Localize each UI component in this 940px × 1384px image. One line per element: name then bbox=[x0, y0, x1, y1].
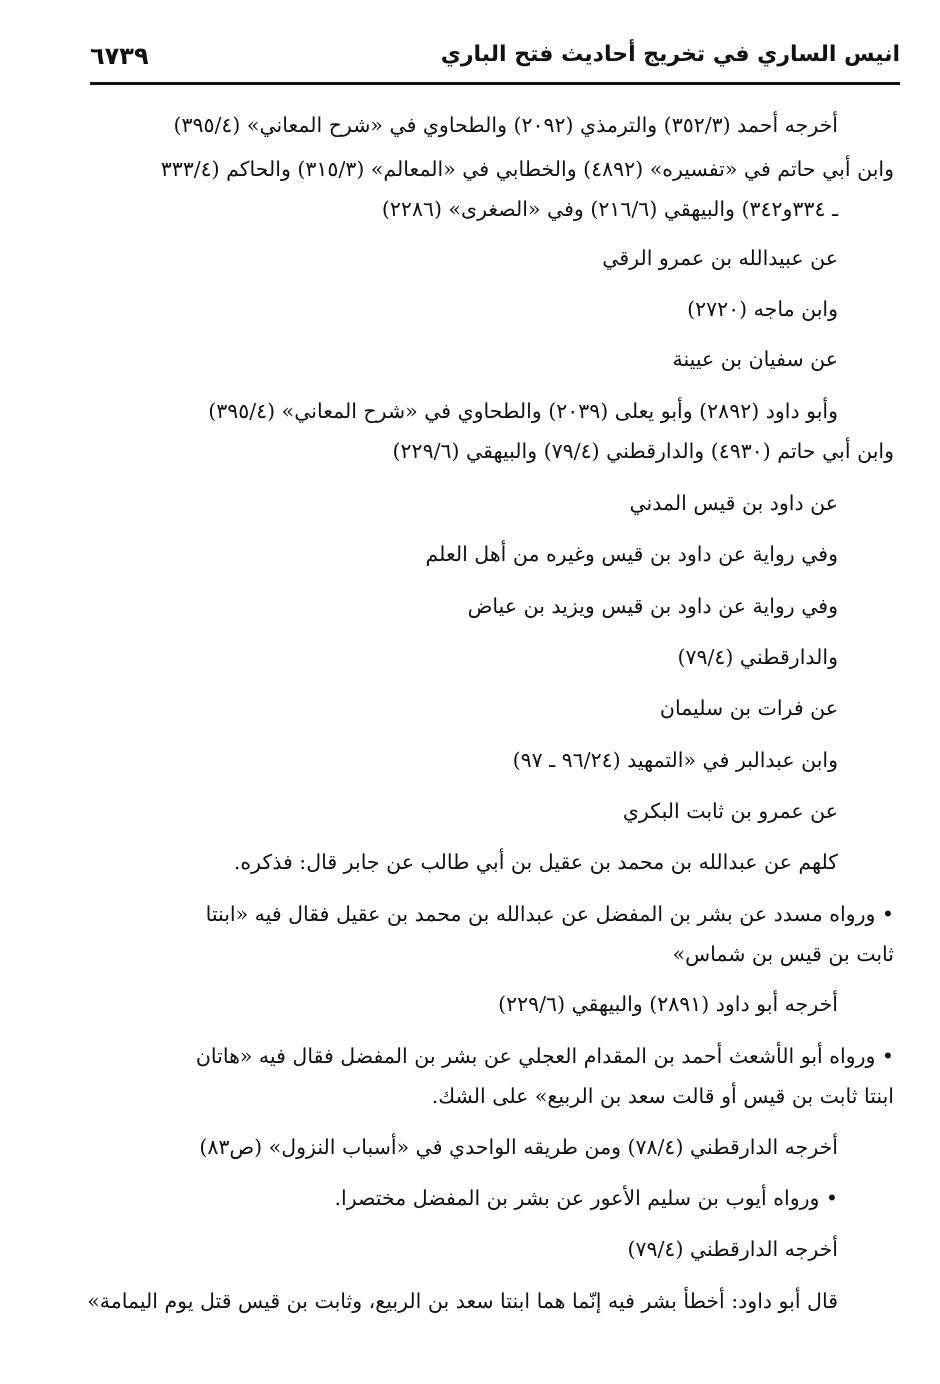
text-line: ثابت بن قيس بن شماس» bbox=[672, 942, 894, 966]
text-line: ـ ٣٣٤و٣٤٢) والبيهقي (٢١٦/٦) وفي «الصغرى» (٢٢٨٦) bbox=[381, 197, 838, 221]
text-line: أخرجه الدارقطني (٧٩/٤) bbox=[627, 1237, 838, 1261]
text-line: عن عمرو بن ثابت البكري bbox=[622, 799, 838, 823]
book-title: انيس الساري في تخريج أحاديث فتح الباري bbox=[440, 42, 900, 67]
text-line: قال أبو داود: أخطأ بشر فيه إنّما هما ابنتا سعد بن الربيع، وثابت بن قيس قتل يوم اليمامة» bbox=[87, 1289, 838, 1313]
running-header bbox=[90, 40, 900, 85]
text-line: وابن أبي حاتم في «تفسيره» (٤٨٩٢) والخطابي في «المعالم» (٣١٥/٣) والحاكم (٣٣٣/٤ bbox=[160, 157, 894, 181]
text-line: وفي رواية عن داود بن قيس وغيره من أهل العلم bbox=[425, 542, 838, 566]
text-line: عن داود بن قيس المدني bbox=[629, 491, 838, 515]
text-line: أخرجه أحمد (٣٥٢/٣) والترمذي (٢٠٩٢) والطحاوي في «شرح المعاني» (٣٩٥/٤) bbox=[173, 113, 838, 137]
text-line: وفي رواية عن داود بن قيس ويزيد بن عياض bbox=[467, 594, 838, 618]
text-line: ابنتا ثابت بن قيس أو قالت سعد بن الربيع» على الشك. bbox=[431, 1084, 894, 1108]
text-line: وأبو داود (٢٨٩٢) وأبو يعلى (٢٠٣٩) والطحاوي في «شرح المعاني» (٣٩٥/٤) bbox=[208, 399, 838, 423]
text-line: • ورواه أيوب بن سليم الأعور عن بشر بن المفضل مختصرا. bbox=[334, 1186, 838, 1210]
text-line: أخرجه الدارقطني (٧٨/٤) ومن طريقه الواحدي في «أسباب النزول» (ص٨٣) bbox=[199, 1135, 838, 1159]
text-line: أخرجه أبو داود (٢٨٩١) والبيهقي (٢٢٩/٦) bbox=[498, 992, 838, 1016]
text-line: والدارقطني (٧٩/٤) bbox=[677, 645, 838, 669]
text-line: • ورواه أبو الأشعث أحمد بن المقدام العجلي عن بشر بن المفضل فقال فيه «هاتان bbox=[195, 1044, 894, 1068]
text-line: وابن عبدالبر في «التمهيد (٩٦/٢٤ ـ ٩٧) bbox=[512, 748, 838, 772]
text-line: عن فرات بن سليمان bbox=[659, 696, 838, 720]
text-line: عن عبيدالله بن عمرو الرقي bbox=[602, 246, 838, 270]
text-line: وابن أبي حاتم (٤٩٣٠) والدارقطني (٧٩/٤) والبيهقي (٢٢٩/٦) bbox=[392, 439, 894, 463]
text-line: كلهم عن عبدالله بن محمد بن عقيل بن أبي طالب عن جابر قال: فذكره. bbox=[233, 850, 838, 874]
text-line: عن سفيان بن عيينة bbox=[672, 347, 838, 371]
text-line: • ورواه مسدد عن بشر بن المفضل عن عبدالله بن محمد بن عقيل فقال فيه «ابنتا bbox=[205, 902, 894, 926]
text-line: وابن ماجه (٢٧٢٠) bbox=[687, 297, 838, 321]
page-number: ٦٧٣٩ bbox=[90, 42, 149, 70]
